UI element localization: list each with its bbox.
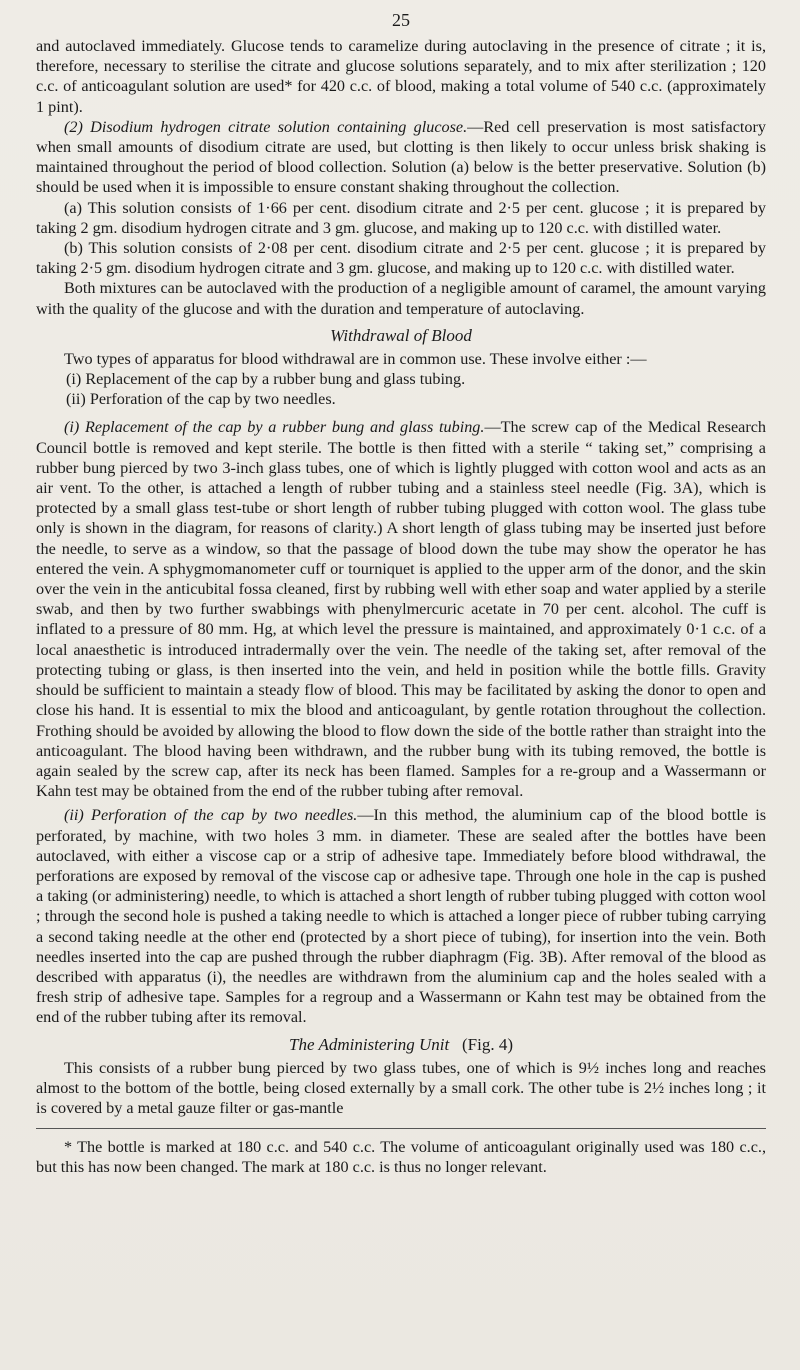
heading-administering-unit bbox=[36, 1034, 766, 1056]
paragraph-administering: This consists of a rubber bung pierced by two glass tubes, one of which is 9½ inches long and reaches almost to the bottom of the bottle, being closed externally by a small cork. The other tube is 2½ inches long ; it is covered by a metal gauze filter or gas-mantle bbox=[36, 1058, 766, 1117]
paragraph-replacement bbox=[36, 417, 766, 801]
list-item-i: (i) Replacement of the cap by a rubber bung and glass tubing. bbox=[66, 370, 466, 389]
paragraph-solution-b: (b) This solution consists of 2·08 per cent. disodium citrate and 2·5 per cent. glucose ; it is prepared by taking 2·5 gm. disodium hydrogen citrate and 3 gm. glucose, and making up to 120 c.c. with distilled water. bbox=[36, 239, 766, 278]
footnote-divider bbox=[36, 1128, 766, 1129]
paragraph-replacement-text: —The screw cap of the Medical Research Council bottle is removed and kept sterile. The bottle is then fitted with a sterile “ taking set,” comprising a rubber bung pierced by two 3-inch glass tubes, one of which is lightly plugged with cotton wool and acts as an air vent. To the other, is attached a length of rubber tubing and a stainless steel needle (Fig. 3A), which is protected by a small glass test-tube or short length of rubber tubing plugged with cotton wool. The glass tube only is shown in the diagram, for reasons of clarity.) A short length of glass tubing may be inserted just before the needle, to serve as a window, so that the passage of blood down the tube may show the operator he has entered the vein. A sphygmomanometer cuff or tourniquet is applied to the upper arm of the donor, and the skin over the vein in the anticubital fossa cleaned, first by rubbing well with ether soap and water applied by a sterile swab, and then by two further swabbings with phenylmercuric acetate in 70 per cent. alcohol. The cuff is inflated to a pressure of 80 mm. Hg, at which level the pressure is maintained, and approximately 0·1 c.c. of a local anaesthetic is introduced intradermally over the vein. The needle of the taking set, after removal of the protecting tubing or glass, is then inserted into the vein, and held in position while the bottle fills. Gravity should be sufficient to maintain a steady flow of blood. This may be facilitated by asking the donor to open and close his hand. It is essential to mix the blood and anticoagulant, by gentle rotation throughout the collection. Frothing should be avoided by allowing the blood to flow down the side of the bottle rather than straight into the anticoagulant. The blood having been withdrawn, and the rubber bung with its tubing removed, the bottle is again sealed by the screw cap, after its neck has been flamed. Samples for a re-group and a Wassermann or Kahn test may be obtained from the end of the rubber tubing after removal. bbox=[36, 418, 766, 801]
paragraph-disodium-label: (2) Disodium hydrogen citrate solution containing glucose. bbox=[64, 117, 468, 136]
paragraph-perforation-text: —In this method, the aluminium cap of the blood bottle is perforated, by machine, with two holes 3 mm. in diameter. These are sealed after the bottles have been autoclaved, with either a viscose cap or a strip of adhesive tape. Immediately before blood withdrawal, the perforations are exposed by removal of the viscose cap or adhesive tape. Through one hole in the cap is pushed a taking (or administering) needle, to which is attached a short length of rubber tubing plugged with cotton wool ; through the second hole is pushed a taking needle to which is attached a longer piece of rubber tubing carrying a second taking needle at the other end (protected by a short piece of tubing), for insertion into the vein. Both needles inserted into the cap are pushed through the rubber diaphragm (Fig. 3B). After removal of the blood as described with apparatus (i), the needles are withdrawn from the aluminium cap and the holes sealed with a fresh strip of adhesive tape. Samples for a regroup and a Wassermann or Kahn test may be obtained from the end of the rubber tubing after its removal. bbox=[36, 806, 766, 1027]
footnote bbox=[36, 1137, 766, 1177]
paragraph-two-types: Two types of apparatus for blood withdrawal are in common use. These involve either :— bbox=[64, 349, 647, 368]
paragraph-disodium-text: —Red cell preservation is most satisfactory when small amounts of disodium citrate are used, but clotting is then likely to occur unless brisk shaking is maintained throughout the period of blood collection. Solution (a) below is the better preservative. Solution (b) should be used when it is impossible to ensure constant shaking throughout the collection. bbox=[36, 117, 767, 197]
list-item-ii: (ii) Perforation of the cap by two needles. bbox=[66, 390, 336, 409]
paragraph-autoclave: and autoclaved immediately. Glucose tends to caramelize during autoclaving in the presence of citrate ; it is, therefore, necessary to sterilise the citrate and glucose solutions separately, and to mix after sterilization ; 120 c.c. of anticoagulant solution are used* for 420 c.c. of blood, making a total volume of 540 c.c. (approximately 1 pint). bbox=[36, 37, 766, 116]
body-text-withdrawal bbox=[36, 349, 766, 1028]
heading-withdrawal: Withdrawal of Blood bbox=[330, 325, 472, 345]
body-text bbox=[36, 36, 766, 319]
paragraph-perforation bbox=[36, 805, 766, 1027]
paragraph-replacement-label: (i) Replacement of the cap by a rubber bung and glass tubing. bbox=[64, 418, 485, 437]
paragraph-solution-a: (a) This solution consists of 1·66 per cent. disodium citrate and 2·5 per cent. glucose ; it is prepared by taking 2 gm. disodium hydrogen citrate and 3 gm. glucose, and making up to 120 c.c. with distilled water. bbox=[36, 198, 766, 237]
heading-administering-fig: (Fig. 4) bbox=[462, 1034, 513, 1054]
body-text-admin bbox=[36, 1058, 766, 1119]
page-number: 25 bbox=[392, 10, 410, 30]
paragraph-disodium bbox=[36, 117, 766, 198]
heading-administering-title: The Administering Unit bbox=[289, 1034, 450, 1054]
paragraph-perforation-label: (ii) Perforation of the cap by two needles. bbox=[64, 806, 358, 825]
footnote-text: * The bottle is marked at 180 c.c. and 540 c.c. The volume of anticoagulant originally used was 180 c.c., but this has now been changed. The mark at 180 c.c. is thus no longer relevant. bbox=[36, 1138, 766, 1177]
paragraph-both-mixtures: Both mixtures can be autoclaved with the production of a negligible amount of caramel, the amount varying with the quality of the glucose and with the duration and temperature of autoclaving. bbox=[36, 279, 766, 318]
